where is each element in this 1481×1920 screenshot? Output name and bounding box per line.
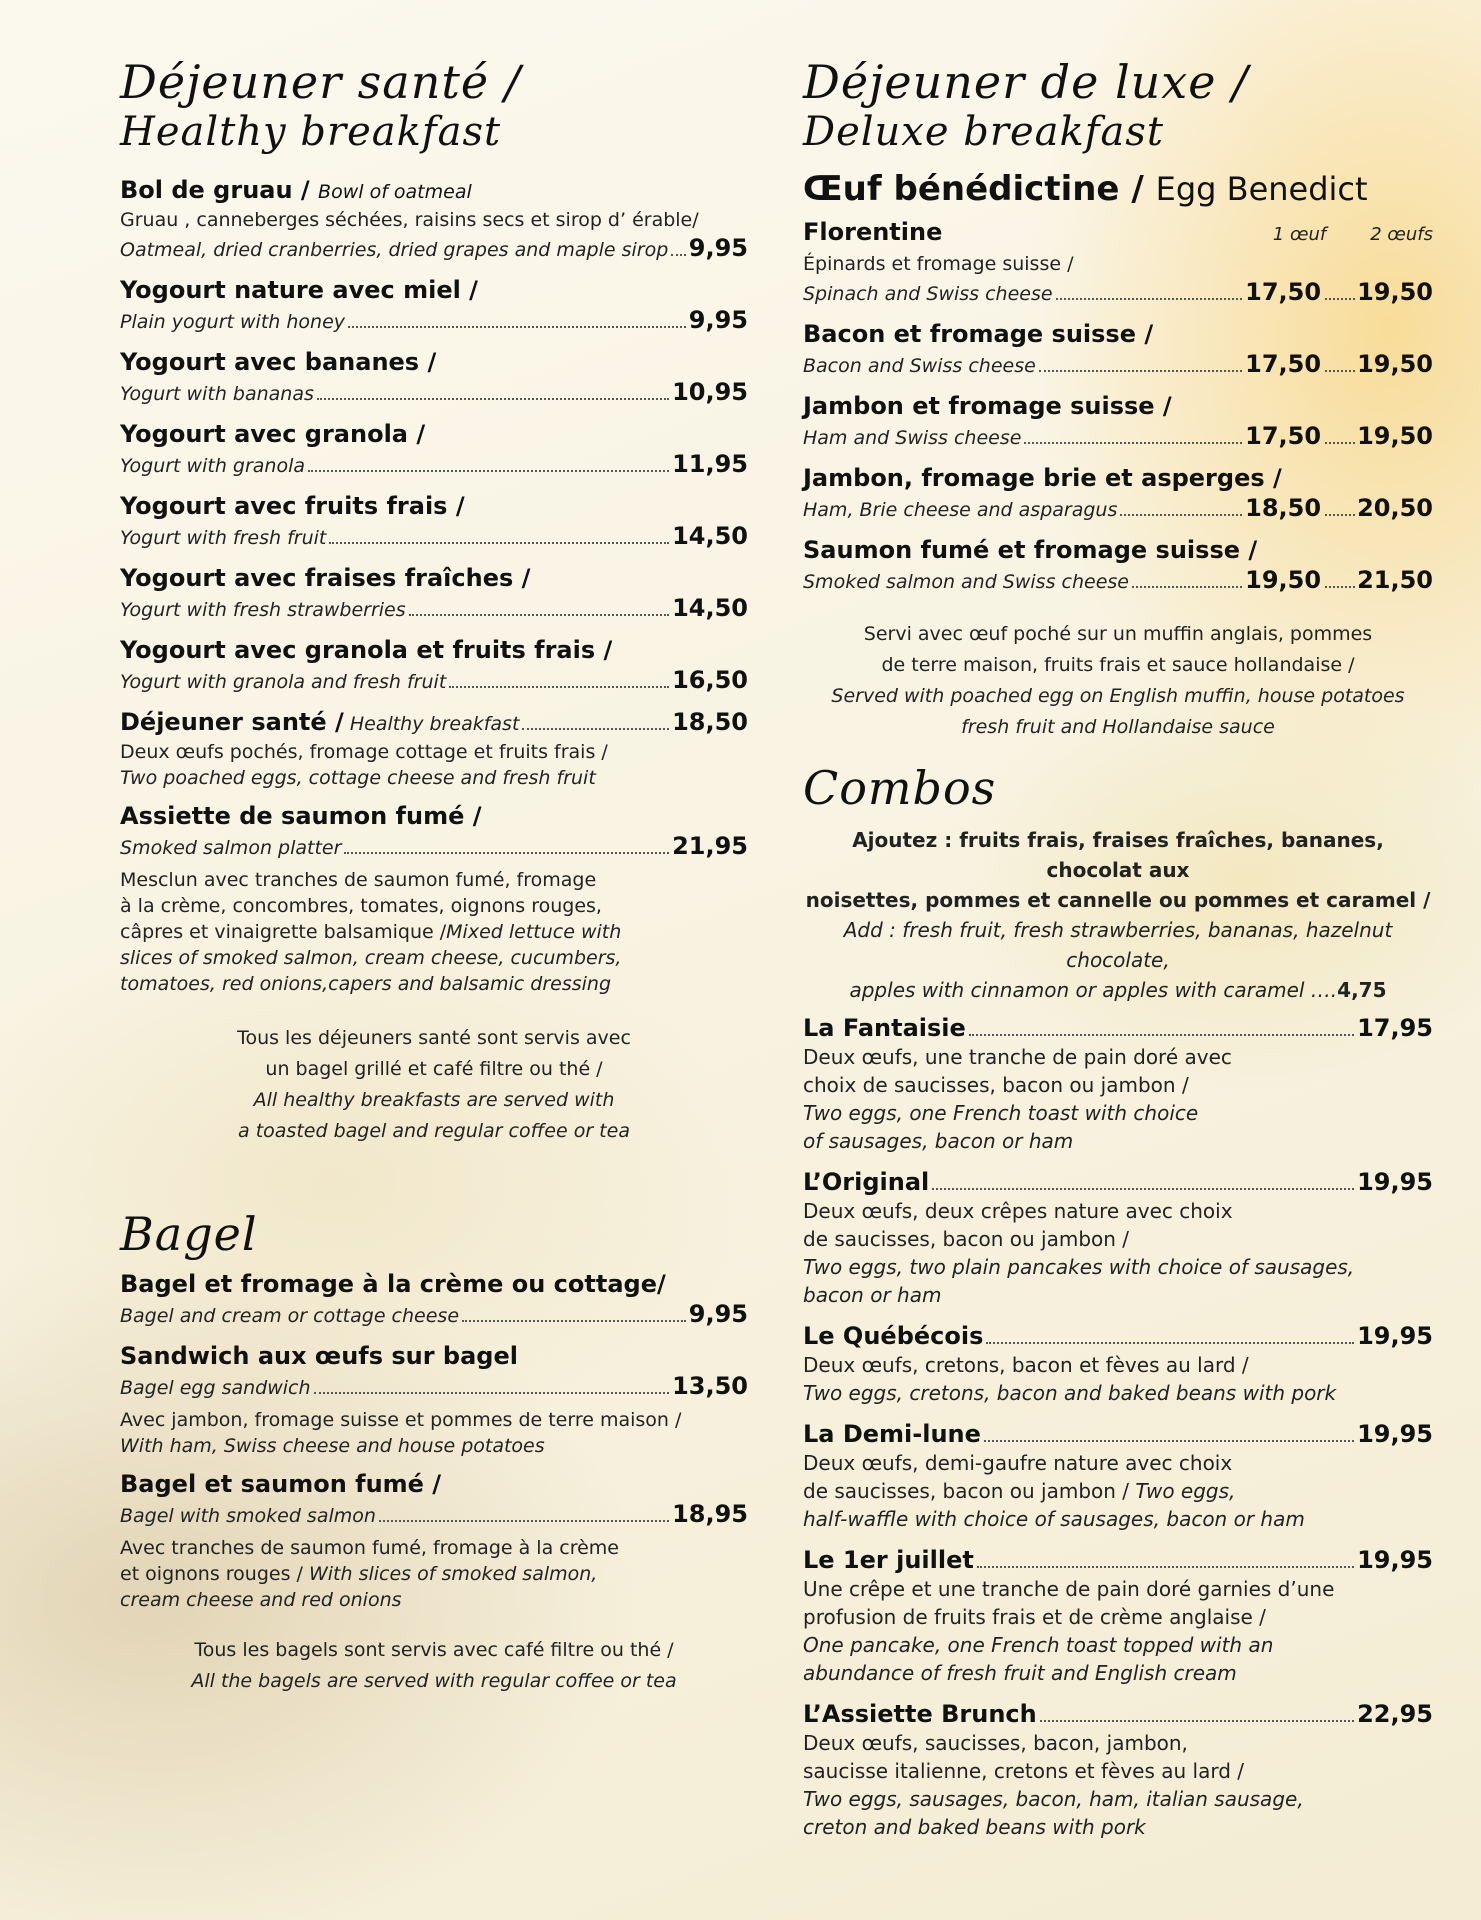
right-column: [803, 55, 1433, 1853]
item-price-2: 19,50: [1357, 422, 1433, 450]
item-price-2: 19,50: [1357, 278, 1433, 306]
healthy-title-en: Healthy breakfast: [120, 109, 502, 155]
combo-item-fantaisie: La Fantaisie 17,95 Deux œufs, une tranche de pain doré avec choix de saucisses, bacon ou jambon / Two eggs, one French toast with choice of sausages, bacon or ham: [803, 1014, 1433, 1153]
item-name: Saumon fumé et fromage suisse /: [803, 536, 1258, 564]
item-label: Ham, Brie cheese and asparagus: [803, 499, 1118, 521]
item-price-1: 18,50: [1245, 494, 1322, 522]
item-name: Jambon et fromage suisse /: [803, 392, 1172, 420]
item-name: Yogourt avec granola /: [120, 420, 426, 448]
item-price: 19,95: [1357, 1546, 1433, 1574]
menu-item-salmon-platter: [120, 801, 748, 997]
item-price: 18,50: [672, 708, 748, 736]
item-desc-fr: Épinards et fromage suisse /: [803, 253, 1074, 275]
item-price: 16,50: [672, 666, 748, 694]
item-label: Yogurt with bananas: [120, 383, 314, 405]
item-name: Yogourt avec granola et fruits frais /: [120, 636, 613, 664]
deluxe-note: Servi avec œuf poché sur un muffin anglais, pommes de terre maison, fruits frais et sauce hollandaise / Served with poached egg on English muffin, house potatoes fresh fruit and Hollandaise sauce: [831, 623, 1405, 738]
item-name: Bagel et saumon fumé /: [120, 1470, 442, 1498]
menu-item: [120, 563, 748, 625]
addon-price: 4,75: [1337, 978, 1387, 1002]
healthy-note: Tous les déjeuners santé sont servis avec un bagel grillé et café filtre ou thé / All healthy breakfasts are served with a toasted bagel and regular coffee or tea: [237, 1027, 631, 1142]
item-label: Oatmeal, dried cranberries, dried grapes and maple sirop: [120, 239, 669, 261]
combo-item-quebecois: Le Québécois 19,95 Deux œufs, cretons, bacon et fèves au lard / Two eggs, cretons, bacon and baked beans with pork: [803, 1322, 1433, 1405]
healthy-section-title: [120, 55, 748, 155]
item-name: Bacon et fromage suisse /: [803, 320, 1154, 348]
item-name: L’Assiette Brunch: [803, 1700, 1037, 1728]
item-name: La Fantaisie: [803, 1014, 966, 1042]
item-name: Yogourt avec fraises fraîches /: [120, 564, 531, 592]
item-name: Le Québécois: [803, 1322, 984, 1350]
menu-item-healthy-breakfast: [120, 707, 748, 791]
item-name: Yogourt nature avec miel /: [120, 276, 478, 304]
combos-intro: Ajoutez : fruits frais, fraises fraîches, bananes, chocolat aux noisettes, pommes et cannelle ou pommes et caramel / Add : fresh fruit, fresh strawberries, bananas, hazelnut chocolate, apples with cinnamon or apples with caramel ….4,75: [805, 828, 1431, 1002]
item-name: Jambon, fromage brie et asperges /: [803, 464, 1282, 492]
menu-item: [120, 419, 748, 481]
item-label: Bagel with smoked salmon: [120, 1505, 376, 1527]
menu-item: Bagel et saumon fumé / Bagel with smoked salmon 18,95 Avec tranches de saumon fumé, fromage à la crème et oignons rouges / With slices of smoked salmon, cream cheese and red onions: [120, 1470, 748, 1611]
item-price: 9,95: [688, 1300, 748, 1328]
menu-item: [803, 319, 1433, 381]
item-label: Yogurt with granola: [120, 455, 305, 477]
item-price: 19,95: [1357, 1168, 1433, 1196]
bagel-section-title: Bagel: [120, 1207, 258, 1261]
item-label: Yogurt with granola and fresh fruit: [120, 671, 447, 693]
item-price: 10,95: [672, 378, 748, 406]
item-label: Plain yogurt with honey: [120, 311, 346, 333]
item-price-1: 17,50: [1245, 278, 1322, 306]
menu-item: [120, 1269, 748, 1331]
item-name: Assiette de saumon fumé /: [120, 802, 482, 830]
deluxe-title-fr: Déjeuner de luxe /: [803, 55, 1249, 109]
item-name: Bol de gruau: [120, 176, 293, 204]
menu-item: [803, 535, 1433, 597]
item-desc-en: With ham, Swiss cheese and house potatoes: [120, 1435, 545, 1457]
item-price-2: 20,50: [1357, 494, 1433, 522]
deluxe-title-en: Deluxe breakfast: [803, 109, 1164, 155]
menu-item: [120, 275, 748, 337]
menu-item: [803, 391, 1433, 453]
item-name: Yogourt avec fruits frais /: [120, 492, 465, 520]
item-desc-fr: Gruau , canneberges séchées, raisins secs et sirop d’ érable/: [120, 209, 699, 231]
item-price-1: 17,50: [1245, 422, 1322, 450]
item-desc-fr: Avec jambon, fromage suisse et pommes de terre maison /: [120, 1409, 682, 1431]
egg-benedict-title: Œuf bénédictine / Egg Benedict: [803, 169, 1368, 209]
item-label: Spinach and Swiss cheese: [803, 283, 1053, 305]
item-price: 22,95: [1357, 1700, 1433, 1728]
item-price: 17,95: [1357, 1014, 1433, 1042]
item-price: 13,50: [672, 1372, 748, 1400]
item-name-en: Healthy breakfast: [349, 713, 520, 735]
combo-item-original: L’Original 19,95 Deux œufs, deux crêpes nature avec choix de saucisses, bacon ou jambon / Two eggs, two plain pancakes with choice of sausages, bacon or ham: [803, 1168, 1433, 1307]
combos-section-title: Combos: [803, 761, 997, 815]
item-label: Ham and Swiss cheese: [803, 427, 1022, 449]
item-price: 21,95: [672, 832, 748, 860]
item-price-1: 19,50: [1245, 566, 1322, 594]
item-name: Yogourt avec bananes /: [120, 348, 437, 376]
menu-item-oatmeal: Bol de gruau / Bowl of oatmeal Gruau , canneberges séchées, raisins secs et sirop d’ érable/ Oatmeal, dried cranberries, dried grapes and maple sirop 9,95: [120, 175, 748, 265]
item-desc-line: Mesclun avec tranches de saumon fumé, fromage: [120, 869, 597, 891]
item-price: 19,95: [1357, 1322, 1433, 1350]
healthy-title-fr: Déjeuner santé /: [120, 55, 522, 109]
item-label: Bagel and cream or cottage cheese: [120, 1305, 460, 1327]
item-label: Bacon and Swiss cheese: [803, 355, 1036, 377]
item-name: La Demi-lune: [803, 1420, 981, 1448]
left-column: [120, 55, 748, 1723]
col-header-1-egg: 1 œuf: [1272, 224, 1327, 245]
item-price: 19,95: [1357, 1420, 1433, 1448]
item-name: Florentine: [803, 218, 943, 246]
item-price: 14,50: [672, 594, 748, 622]
menu-item: [120, 491, 748, 553]
item-price-2: 21,50: [1357, 566, 1433, 594]
menu-item: [803, 463, 1433, 525]
menu-item-florentine: [803, 217, 1433, 309]
bagel-note: Tous les bagels sont servis avec café filtre ou thé / All the bagels are served with regular coffee or tea: [191, 1639, 677, 1692]
deluxe-section-title: [803, 55, 1433, 155]
item-name: Déjeuner santé /: [120, 708, 344, 736]
item-desc-line-en: Mixed lettuce with: [446, 921, 622, 943]
menu-item: [120, 635, 748, 697]
combo-item-1er-juillet: Le 1er juillet 19,95 Une crêpe et une tranche de pain doré garnies d’une profusion de fruits frais et de crème anglaise / One pancake, one French toast topped with an abundance of fresh fruit and English cream: [803, 1546, 1433, 1685]
item-name: Sandwich aux œufs sur bagel: [120, 1342, 518, 1370]
item-label: Smoked salmon and Swiss cheese: [803, 571, 1129, 593]
item-label: Bagel egg sandwich: [120, 1377, 311, 1399]
col-header-2-eggs: 2 œufs: [1370, 224, 1433, 245]
item-desc-line-en: tomatoes, red onions,capers and balsamic dressing: [120, 973, 612, 995]
item-label: Yogurt with fresh strawberries: [120, 599, 406, 621]
menu-item: [120, 1341, 748, 1459]
item-desc-line: à la crème, concombres, tomates, oignons rouges,: [120, 895, 602, 917]
item-price-2: 19,50: [1357, 350, 1433, 378]
item-name: Le 1er juillet: [803, 1546, 974, 1574]
item-price: 14,50: [672, 522, 748, 550]
item-name: L’Original: [803, 1168, 930, 1196]
item-desc-en: Two poached eggs, cottage cheese and fresh fruit: [120, 767, 596, 789]
item-price: 18,95: [672, 1500, 748, 1528]
item-name-en: Bowl of oatmeal: [318, 181, 472, 203]
item-desc-fr: Deux œufs pochés, fromage cottage et fruits frais /: [120, 741, 608, 763]
item-label: Yogurt with fresh fruit: [120, 527, 327, 549]
item-price: 9,95: [688, 306, 748, 334]
item-desc-line: câpres et vinaigrette balsamique /: [120, 921, 447, 943]
combo-item-demi-lune: La Demi-lune 19,95 Deux œufs, demi-gaufre nature avec choix de saucisses, bacon ou jambon / Two eggs, half-waffle with choice of sausages, bacon or ham: [803, 1420, 1433, 1531]
item-label: Smoked salmon platter: [120, 837, 342, 859]
combo-item-assiette-brunch: L’Assiette Brunch 22,95 Deux œufs, saucisses, bacon, jambon, saucisse italienne, cretons et fèves au lard / Two eggs, sausages, bacon, ham, italian sausage, creton and baked beans with pork: [803, 1700, 1433, 1839]
item-desc-line-en: slices of smoked salmon, cream cheese, cucumbers,: [120, 947, 622, 969]
item-price-1: 17,50: [1245, 350, 1322, 378]
item-price: 9,95: [688, 234, 748, 262]
menu-item: [120, 347, 748, 409]
item-price: 11,95: [672, 450, 748, 478]
item-name: Bagel et fromage à la crème ou cottage/: [120, 1270, 666, 1298]
